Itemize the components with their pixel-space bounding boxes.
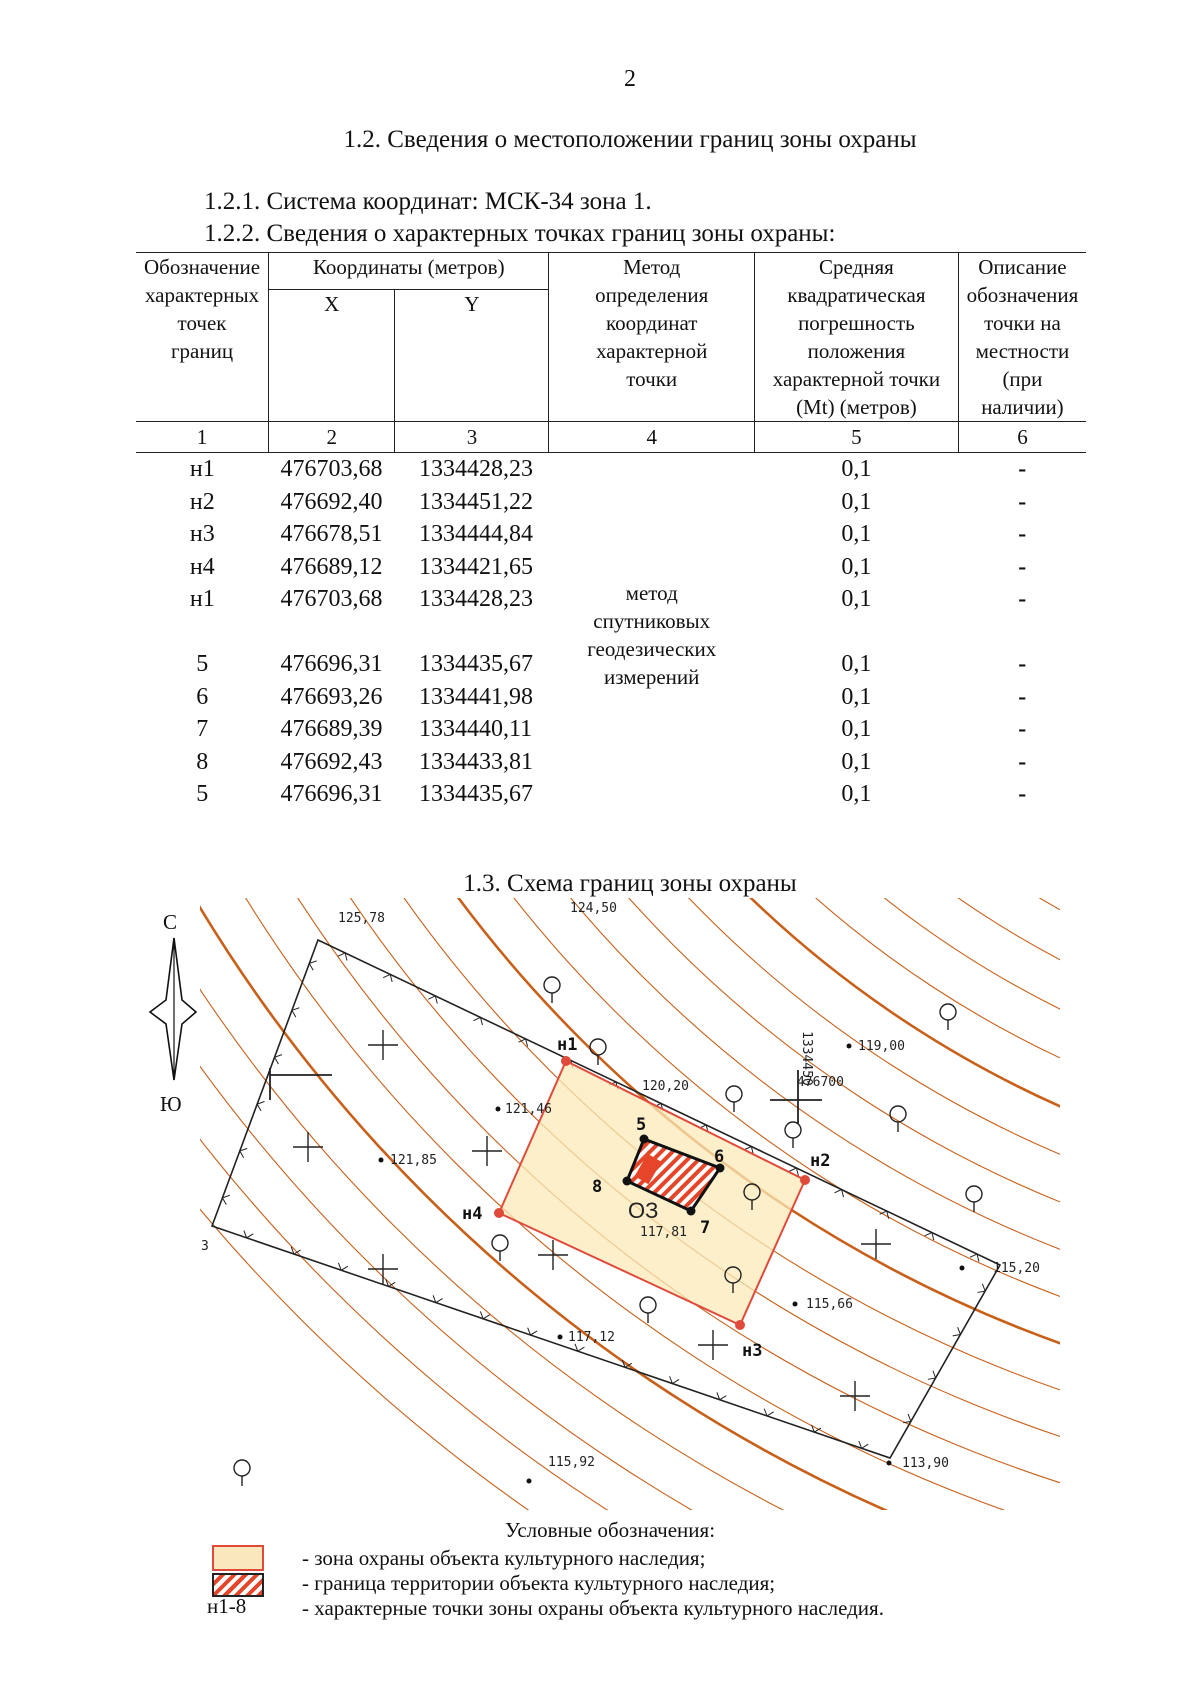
points-heading: 1.2.2. Сведения о характерных точках границ зоны охраны: xyxy=(204,220,836,247)
contour-line xyxy=(68,0,1200,1552)
north-label: С xyxy=(163,910,178,934)
colnum: 2 xyxy=(269,422,395,453)
description-value: - xyxy=(1018,683,1027,710)
legend-points-symbol: н1-8 xyxy=(207,1594,247,1618)
description-value: - xyxy=(1018,521,1027,547)
north-arrow-icon xyxy=(150,938,196,1080)
description-value: - xyxy=(1018,651,1027,677)
contour-line xyxy=(332,0,1200,1288)
boundary-tick xyxy=(428,996,437,1004)
elevation-label: 115,92 xyxy=(548,1455,595,1470)
elevation-label: 121,85 xyxy=(390,1153,437,1168)
elevation-label: 119,00 xyxy=(858,1039,905,1054)
colnum: 5 xyxy=(754,422,958,453)
point-id: н3 xyxy=(189,521,215,547)
point-id: н1 xyxy=(189,586,215,612)
error-value: 0,1 xyxy=(841,716,872,742)
coord-y: 1334428,23 xyxy=(418,586,533,612)
boundary-tick xyxy=(383,974,392,982)
elevation-label: 115,66 xyxy=(806,1297,853,1312)
coord-x: 476696,31 xyxy=(280,651,383,677)
header-description: Описание обозначения точки на местности (при наличии) xyxy=(958,253,1086,422)
header-error: Средняя квадратическая погрешность положения характерной точки (Мt) (метров) xyxy=(754,253,958,422)
error-value: 0,1 xyxy=(841,781,872,807)
contour-line xyxy=(288,0,1200,1332)
elevation-label: 121,46 xyxy=(505,1102,552,1117)
point-id: 7 xyxy=(196,716,209,742)
boundary-tick xyxy=(834,1190,843,1198)
contour-line xyxy=(816,0,1200,804)
legend-title: Условные обозначения: xyxy=(505,1518,716,1542)
colnum: 3 xyxy=(395,422,549,453)
elevation-label: 113,90 xyxy=(902,1456,949,1471)
error-value: 0,1 xyxy=(841,683,872,710)
section-title: 1.2. Сведения о местоположении границ зоны охраны xyxy=(343,126,917,153)
colnum: 1 xyxy=(136,422,269,453)
description-value: - xyxy=(1018,781,1027,807)
point-id: 5 xyxy=(196,651,209,677)
point-label: н1 xyxy=(557,1035,578,1055)
elevation-label: 117,12 xyxy=(568,1330,615,1345)
coord-x: 476689,12 xyxy=(280,553,383,580)
elevation-label: 125,78 xyxy=(338,911,385,926)
error-value: 0,1 xyxy=(841,586,872,612)
contour-line xyxy=(904,0,1200,716)
point-label: н3 xyxy=(742,1341,763,1361)
point-id: н2 xyxy=(189,488,215,515)
error-value: 0,1 xyxy=(841,553,872,580)
boundary-tick xyxy=(953,1327,961,1336)
error-value: 0,1 xyxy=(841,521,872,547)
coord-x: 476696,31 xyxy=(280,781,383,807)
elevation-label: 115,20 xyxy=(993,1261,1040,1276)
contour-line xyxy=(992,0,1200,628)
legend-item: - зона охраны объекта культурного наследия; xyxy=(302,1546,706,1570)
contour-line xyxy=(464,0,1200,1156)
coord-x: 476678,51 xyxy=(280,521,383,547)
legend-swatch-zone xyxy=(212,1545,264,1571)
point-label: 7 xyxy=(700,1218,711,1238)
coord-x: 476692,40 xyxy=(280,488,383,515)
elevation-label: 120,20 xyxy=(642,1079,689,1094)
coord-y: 1334433,81 xyxy=(418,748,533,775)
contour-line xyxy=(684,0,1200,936)
contour-line xyxy=(640,0,1200,980)
error-value: 0,1 xyxy=(841,456,872,482)
error-value: 0,1 xyxy=(841,488,872,515)
header-designation: Обозначение характерных точек границ xyxy=(136,253,269,422)
colnum: 6 xyxy=(958,422,1086,453)
south-label: Ю xyxy=(160,1092,182,1116)
coord-x: 476703,68 xyxy=(280,586,383,612)
coord-y: 1334435,67 xyxy=(418,651,533,677)
description-value: - xyxy=(1018,488,1027,515)
coord-system-line: 1.2.1. Система координат: МСК-34 зона 1. xyxy=(204,188,652,215)
coord-y: 1334440,11 xyxy=(418,716,533,742)
description-value: - xyxy=(1018,748,1027,775)
grid-label-y: 1334450 xyxy=(799,1031,814,1086)
point-id: н4 xyxy=(189,553,215,580)
contour-line xyxy=(948,0,1200,672)
page-number: 2 xyxy=(624,66,636,92)
contour-line xyxy=(728,0,1200,892)
point-id: 6 xyxy=(196,683,209,710)
coord-y: 1334421,65 xyxy=(418,553,533,580)
elevation-label: 124,50 xyxy=(570,901,617,916)
header-x: X xyxy=(269,290,395,422)
grid-label-x: 476700 xyxy=(797,1075,844,1090)
zone-label: ОЗ xyxy=(628,1198,659,1223)
legend-item: - характерные точки зоны охраны объекта культурного наследия. xyxy=(302,1596,884,1620)
contour-line xyxy=(1036,0,1200,584)
point-label: н4 xyxy=(462,1204,483,1224)
header-method: Метод определения координат характерной точки xyxy=(549,253,754,422)
contour-line xyxy=(860,0,1200,760)
boundary-tick xyxy=(977,1284,985,1293)
boundary-tick xyxy=(903,1414,911,1423)
method-text: метод спутниковых геодезических измерений xyxy=(587,580,717,689)
contour-line xyxy=(24,0,1200,1596)
header-coords: Координаты (метров) xyxy=(269,253,549,290)
coord-y: 1334451,22 xyxy=(418,488,533,515)
boundary-tick xyxy=(473,1017,482,1025)
point-label: 6 xyxy=(714,1147,725,1167)
description-value: - xyxy=(1018,456,1027,482)
contour-line xyxy=(772,0,1200,848)
coord-y: 1334441,98 xyxy=(418,683,533,710)
coord-y: 1334444,84 xyxy=(418,521,533,547)
contour-line xyxy=(596,0,1200,1024)
error-value: 0,1 xyxy=(841,748,872,775)
colnum: 4 xyxy=(549,422,754,453)
description-value: - xyxy=(1018,586,1027,612)
boundary-tick xyxy=(928,1371,936,1380)
coord-x: 476693,26 xyxy=(280,683,383,710)
coord-x: 476703,68 xyxy=(280,456,383,482)
legend-item: - граница территории объекта культурного наследия; xyxy=(302,1571,776,1595)
coord-x: 476692,43 xyxy=(280,748,383,775)
scheme-title: 1.3. Схема границ зоны охраны xyxy=(463,870,797,897)
header-y: Y xyxy=(395,290,549,422)
contour-line xyxy=(1080,0,1200,540)
point-id: 8 xyxy=(196,748,209,775)
contour-line xyxy=(376,0,1200,1244)
description-value: - xyxy=(1018,716,1027,742)
contour-line xyxy=(552,0,1200,1068)
point-id: н1 xyxy=(189,456,215,482)
point-label: 5 xyxy=(636,1115,647,1135)
error-value: 0,1 xyxy=(841,651,872,677)
point-label: 8 xyxy=(592,1177,603,1197)
coord-y: 1334428,23 xyxy=(418,456,533,482)
point-id: 5 xyxy=(196,781,209,807)
coord-x: 476689,39 xyxy=(280,716,383,742)
elevation-label: 117,81 xyxy=(640,1225,687,1240)
corner-label: 3 xyxy=(201,1239,209,1254)
description-value: - xyxy=(1018,553,1027,580)
point-label: н2 xyxy=(810,1151,831,1171)
contour-line xyxy=(420,0,1200,1200)
coord-y: 1334435,67 xyxy=(418,781,533,807)
